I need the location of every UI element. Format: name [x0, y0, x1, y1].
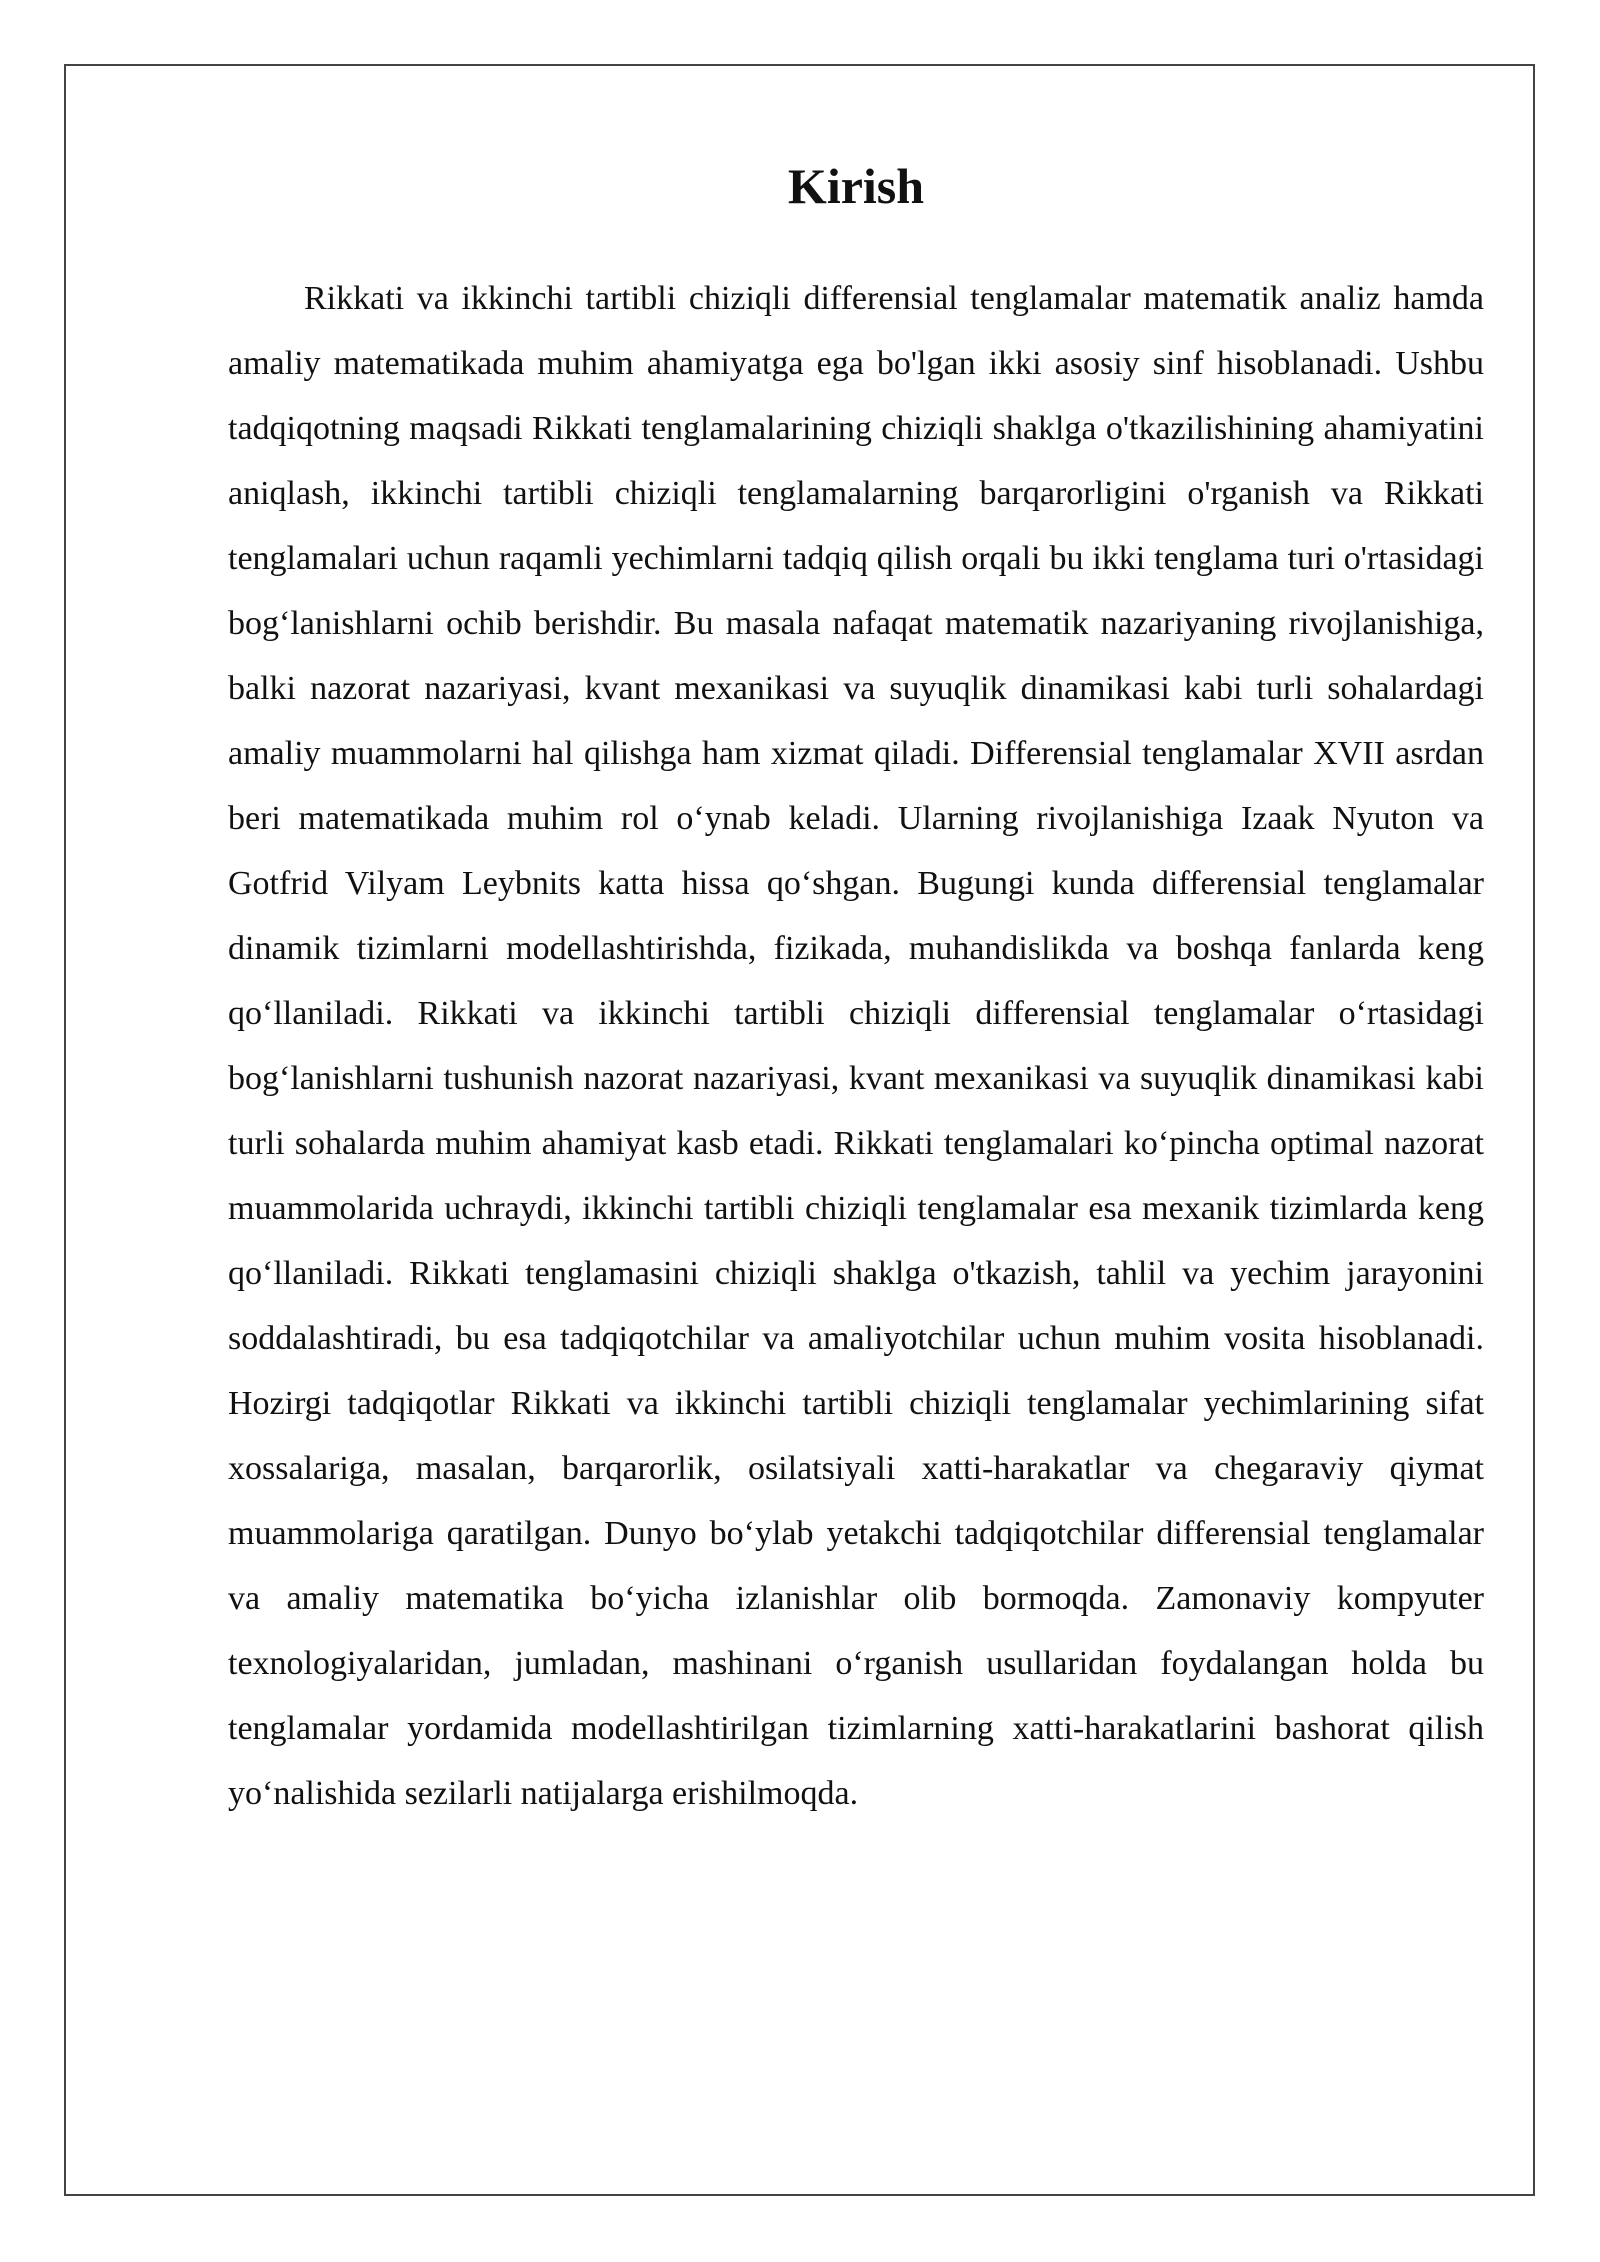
body-paragraph: Rikkati va ikkinchi tartibli chiziqli differensial tenglamalar matematik analiz hamda amaliy matematikada muhim ahamiyatga ega bo'lgan ikki asosiy sinf hisoblanadi. Ushbu tadqiqotning maqsadi Rikkati tenglamalarining chiziqli shaklga o'tkazilishining ahamiyatini aniqlash, ikkinchi tartibli chiziqli tenglamalarning barqarorligini o'rganish va Rikkati tenglamalari uchun raqamli yechimlarni tadqiq qilish orqali bu ikki tenglama turi o'rtasidagi bog‘lanishlarni ochib berishdir. Bu masala nafaqat matematik nazariyaning rivojlanishiga, balki nazorat nazariyasi, kvant mexanikasi va suyuqlik dinamikasi kabi turli sohalardagi amaliy muammolarni hal qilishga ham xizmat qiladi. Differensial tenglamalar XVII asrdan beri matematikada muhim rol o‘ynab keladi. Ularning rivojlanishiga Izaak Nyuton va Gotfrid Vilyam Leybnits katta hissa qo‘shgan. Bugungi kunda differensial tenglamalar dinamik tizimlarni modellashtirishda, fizikada, muhandislikda va boshqa fanlarda keng qo‘llaniladi. Rikkati va ikkinchi tartibli chiziqli differensial tenglamalar o‘rtasidagi bog‘lanishlarni tushunish nazorat nazariyasi, kvant mexanikasi va suyuqlik dinamikasi kabi turli sohalarda muhim ahamiyat kasb etadi. Rikkati tenglamalari ko‘pincha optimal nazorat muammolarida uchraydi, ikkinchi tartibli chiziqli tenglamalar esa mexanik tizimlarda keng qo‘llaniladi. Rikkati tenglamasini chiziqli shaklga o'tkazish, tahlil va yechim jarayonini soddalashtiradi, bu esa tadqiqotchilar va amaliyotchilar uchun muhim vosita hisoblanadi. Hozirgi tadqiqotlar Rikkati va ikkinchi tartibli chiziqli tenglamalar yechimlarining sifat xossalariga, masalan, barqarorlik, osilatsiyali xatti-harakatlar va chegaraviy qiymat muammolariga qaratilgan. Dunyo bo‘ylab yetakchi tadqiqotchilar differensial tenglamalar va amaliy matematika bo‘yicha izlanishlar olib bormoqda. Zamonaviy kompyuter texnologiyalaridan, jumladan, mashinani o‘rganish usullaridan foydalangan holda bu tenglamalar yordamida modellashtirilgan tizimlarning xatti-harakatlarini bashorat qilish yo‘nalishida sezilarli natijalarga erishilmoqda.	[228, 280, 1484, 1812]
document-content	[228, 150, 1484, 1826]
page-title: Kirish	[787, 158, 925, 214]
